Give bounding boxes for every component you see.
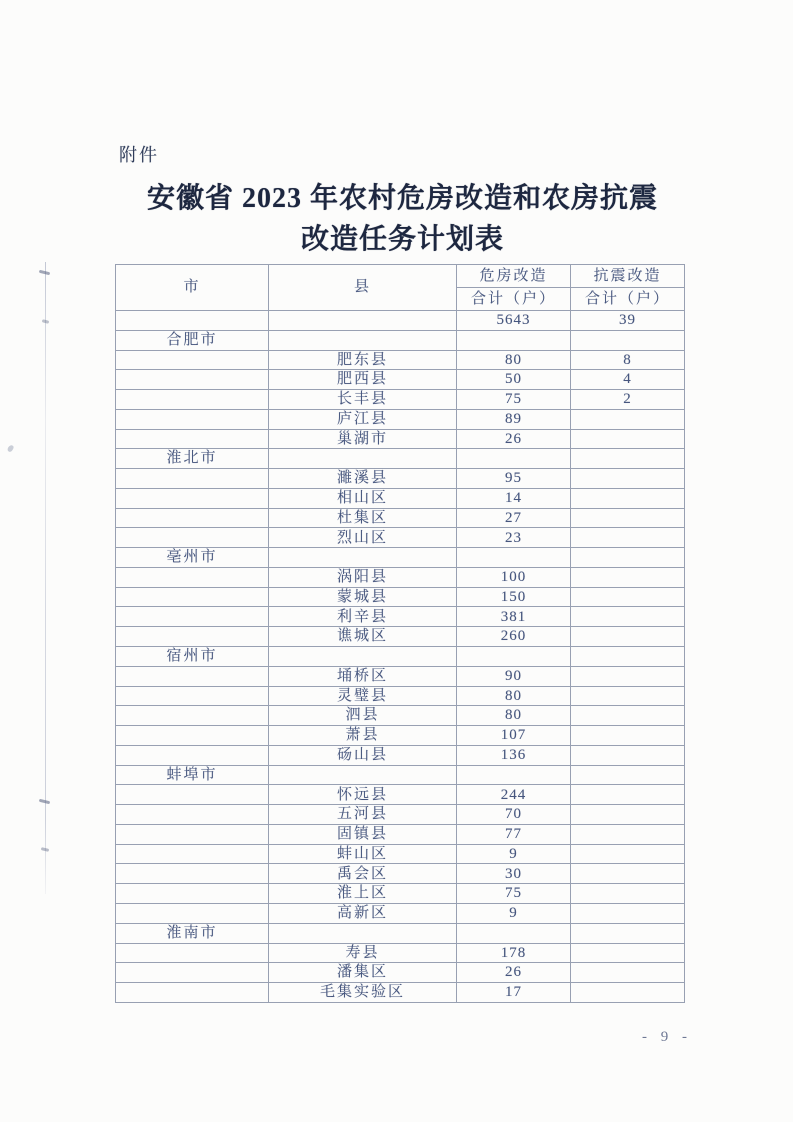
cell-danger-total: 75	[457, 390, 571, 410]
cell-seismic-total	[571, 508, 685, 528]
table-row	[116, 449, 685, 469]
cell-danger-total: 27	[457, 508, 571, 528]
cell-city	[116, 824, 269, 844]
table-row	[116, 587, 685, 607]
cell-county: 五河县	[269, 805, 457, 825]
table-row	[116, 785, 685, 805]
cell-danger-total: 150	[457, 587, 571, 607]
document-title-line1: 安徽省 2023 年农村危房改造和农房抗震	[146, 183, 658, 214]
cell-danger-total: 244	[457, 785, 571, 805]
cell-county	[269, 647, 457, 667]
binding-mark	[42, 319, 50, 324]
cell-seismic-total	[571, 330, 685, 350]
cell-danger-total: 100	[457, 567, 571, 587]
cell-danger-total	[457, 765, 571, 785]
attachment-label: 附件	[119, 145, 159, 165]
cell-danger-total: 23	[457, 528, 571, 548]
cell-seismic-total	[571, 745, 685, 765]
cell-city	[116, 844, 269, 864]
cell-city	[116, 903, 269, 923]
document-title-line2: 改造任务计划表	[300, 224, 504, 255]
cell-county	[269, 765, 457, 785]
cell-city	[116, 409, 269, 429]
cell-danger-total: 80	[457, 706, 571, 726]
cell-danger-total: 9	[457, 903, 571, 923]
table-row	[116, 726, 685, 746]
cell-county: 濉溪县	[269, 469, 457, 489]
cell-danger-total: 70	[457, 805, 571, 825]
cell-seismic-total	[571, 805, 685, 825]
col-header-seismic-total: 合计（户）	[571, 288, 685, 311]
cell-seismic-total	[571, 627, 685, 647]
cell-seismic-total	[571, 488, 685, 508]
cell-seismic-total	[571, 469, 685, 489]
cell-county: 萧县	[269, 726, 457, 746]
cell-county: 庐江县	[269, 409, 457, 429]
cell-danger-total: 90	[457, 666, 571, 686]
cell-danger-total: 89	[457, 409, 571, 429]
cell-seismic-total: 4	[571, 370, 685, 390]
cell-seismic-total	[571, 923, 685, 943]
cell-seismic-total: 39	[571, 311, 685, 331]
table-row	[116, 745, 685, 765]
cell-city	[116, 390, 269, 410]
table-row	[116, 429, 685, 449]
scan-speck	[7, 444, 15, 453]
renovation-plan-table	[115, 264, 685, 1003]
table-row	[116, 824, 685, 844]
cell-danger-total	[457, 330, 571, 350]
binding-mark	[41, 847, 49, 852]
cell-danger-total: 14	[457, 488, 571, 508]
cell-city	[116, 943, 269, 963]
cell-county: 固镇县	[269, 824, 457, 844]
cell-county: 高新区	[269, 903, 457, 923]
cell-city	[116, 745, 269, 765]
cell-seismic-total	[571, 884, 685, 904]
cell-county: 杜集区	[269, 508, 457, 528]
cell-danger-total: 50	[457, 370, 571, 390]
table-body	[116, 311, 685, 1003]
cell-seismic-total	[571, 409, 685, 429]
cell-seismic-total: 2	[571, 390, 685, 410]
cell-seismic-total	[571, 844, 685, 864]
cell-danger-total: 30	[457, 864, 571, 884]
cell-city	[116, 567, 269, 587]
cell-seismic-total	[571, 765, 685, 785]
table-row	[116, 706, 685, 726]
col-header-city: 市	[116, 265, 269, 311]
cell-danger-total: 80	[457, 686, 571, 706]
cell-seismic-total	[571, 587, 685, 607]
cell-county	[269, 548, 457, 568]
cell-seismic-total	[571, 607, 685, 627]
cell-danger-total: 107	[457, 726, 571, 746]
table-row	[116, 805, 685, 825]
table-row	[116, 923, 685, 943]
cell-seismic-total	[571, 449, 685, 469]
cell-city: 淮南市	[116, 923, 269, 943]
cell-city: 蚌埠市	[116, 765, 269, 785]
cell-county: 禹会区	[269, 864, 457, 884]
cell-county: 巢湖市	[269, 429, 457, 449]
cell-county: 潘集区	[269, 963, 457, 983]
table-row	[116, 864, 685, 884]
cell-danger-total: 5643	[457, 311, 571, 331]
cell-danger-total: 136	[457, 745, 571, 765]
cell-county: 谯城区	[269, 627, 457, 647]
cell-city	[116, 805, 269, 825]
col-header-county: 县	[269, 265, 457, 311]
cell-county: 寿县	[269, 943, 457, 963]
cell-seismic-total	[571, 567, 685, 587]
table-row	[116, 686, 685, 706]
table-row	[116, 528, 685, 548]
table-row	[116, 765, 685, 785]
cell-city	[116, 508, 269, 528]
cell-seismic-total	[571, 864, 685, 884]
cell-seismic-total	[571, 647, 685, 667]
table-row	[116, 350, 685, 370]
cell-city	[116, 370, 269, 390]
cell-county: 长丰县	[269, 390, 457, 410]
table-row	[116, 943, 685, 963]
cell-danger-total	[457, 647, 571, 667]
cell-danger-total: 26	[457, 429, 571, 449]
cell-county: 埇桥区	[269, 666, 457, 686]
cell-city	[116, 706, 269, 726]
cell-seismic-total	[571, 666, 685, 686]
cell-seismic-total	[571, 824, 685, 844]
cell-seismic-total	[571, 983, 685, 1003]
cell-danger-total: 9	[457, 844, 571, 864]
cell-county: 涡阳县	[269, 567, 457, 587]
col-header-seismic-group: 抗震改造	[571, 265, 685, 288]
cell-city	[116, 627, 269, 647]
cell-seismic-total	[571, 686, 685, 706]
cell-city	[116, 488, 269, 508]
cell-city: 亳州市	[116, 548, 269, 568]
table-row	[116, 647, 685, 667]
cell-danger-total	[457, 449, 571, 469]
table-row	[116, 409, 685, 429]
table-row	[116, 607, 685, 627]
cell-county: 肥西县	[269, 370, 457, 390]
cell-city	[116, 864, 269, 884]
cell-danger-total: 178	[457, 943, 571, 963]
cell-city	[116, 963, 269, 983]
cell-city	[116, 785, 269, 805]
cell-county	[269, 449, 457, 469]
cell-danger-total: 17	[457, 983, 571, 1003]
cell-city	[116, 350, 269, 370]
cell-city: 淮北市	[116, 449, 269, 469]
table-header-row-1	[116, 265, 685, 288]
cell-seismic-total	[571, 903, 685, 923]
cell-danger-total: 75	[457, 884, 571, 904]
cell-county: 利辛县	[269, 607, 457, 627]
cell-city	[116, 429, 269, 449]
cell-danger-total: 80	[457, 350, 571, 370]
table-row	[116, 508, 685, 528]
col-header-danger-group: 危房改造	[457, 265, 571, 288]
table-row	[116, 390, 685, 410]
table-row	[116, 548, 685, 568]
table-row	[116, 903, 685, 923]
table-row	[116, 370, 685, 390]
table-row	[116, 963, 685, 983]
cell-city: 宿州市	[116, 647, 269, 667]
table-row	[116, 488, 685, 508]
cell-county: 相山区	[269, 488, 457, 508]
cell-danger-total: 381	[457, 607, 571, 627]
cell-county: 烈山区	[269, 528, 457, 548]
cell-county: 毛集实验区	[269, 983, 457, 1003]
page-number: - 9 -	[642, 1029, 692, 1045]
table-row	[116, 330, 685, 350]
cell-city	[116, 607, 269, 627]
cell-danger-total	[457, 923, 571, 943]
cell-county: 砀山县	[269, 745, 457, 765]
cell-city	[116, 884, 269, 904]
cell-danger-total: 26	[457, 963, 571, 983]
cell-seismic-total	[571, 943, 685, 963]
cell-danger-total	[457, 548, 571, 568]
cell-seismic-total	[571, 548, 685, 568]
table-row	[116, 469, 685, 489]
cell-danger-total: 260	[457, 627, 571, 647]
table-header	[116, 265, 685, 311]
cell-seismic-total	[571, 528, 685, 548]
cell-seismic-total: 8	[571, 350, 685, 370]
table-row	[116, 567, 685, 587]
table-row	[116, 983, 685, 1003]
cell-county	[269, 311, 457, 331]
cell-city: 合肥市	[116, 330, 269, 350]
cell-seismic-total	[571, 706, 685, 726]
cell-county: 蒙城县	[269, 587, 457, 607]
cell-city	[116, 983, 269, 1003]
cell-danger-total: 77	[457, 824, 571, 844]
cell-city	[116, 686, 269, 706]
cell-county: 蚌山区	[269, 844, 457, 864]
cell-county: 肥东县	[269, 350, 457, 370]
cell-county: 灵璧县	[269, 686, 457, 706]
cell-county	[269, 923, 457, 943]
table-row	[116, 627, 685, 647]
table-row	[116, 311, 685, 331]
cell-county: 怀远县	[269, 785, 457, 805]
cell-county: 泗县	[269, 706, 457, 726]
cell-city	[116, 311, 269, 331]
table-row	[116, 666, 685, 686]
cell-seismic-total	[571, 963, 685, 983]
cell-city	[116, 726, 269, 746]
table-row	[116, 844, 685, 864]
document-title	[0, 178, 793, 260]
cell-county: 淮上区	[269, 884, 457, 904]
cell-city	[116, 587, 269, 607]
cell-city	[116, 469, 269, 489]
col-header-danger-total: 合计（户）	[457, 288, 571, 311]
cell-city	[116, 666, 269, 686]
cell-seismic-total	[571, 726, 685, 746]
cell-seismic-total	[571, 785, 685, 805]
table-row	[116, 884, 685, 904]
cell-danger-total: 95	[457, 469, 571, 489]
cell-city	[116, 528, 269, 548]
cell-county	[269, 330, 457, 350]
cell-seismic-total	[571, 429, 685, 449]
